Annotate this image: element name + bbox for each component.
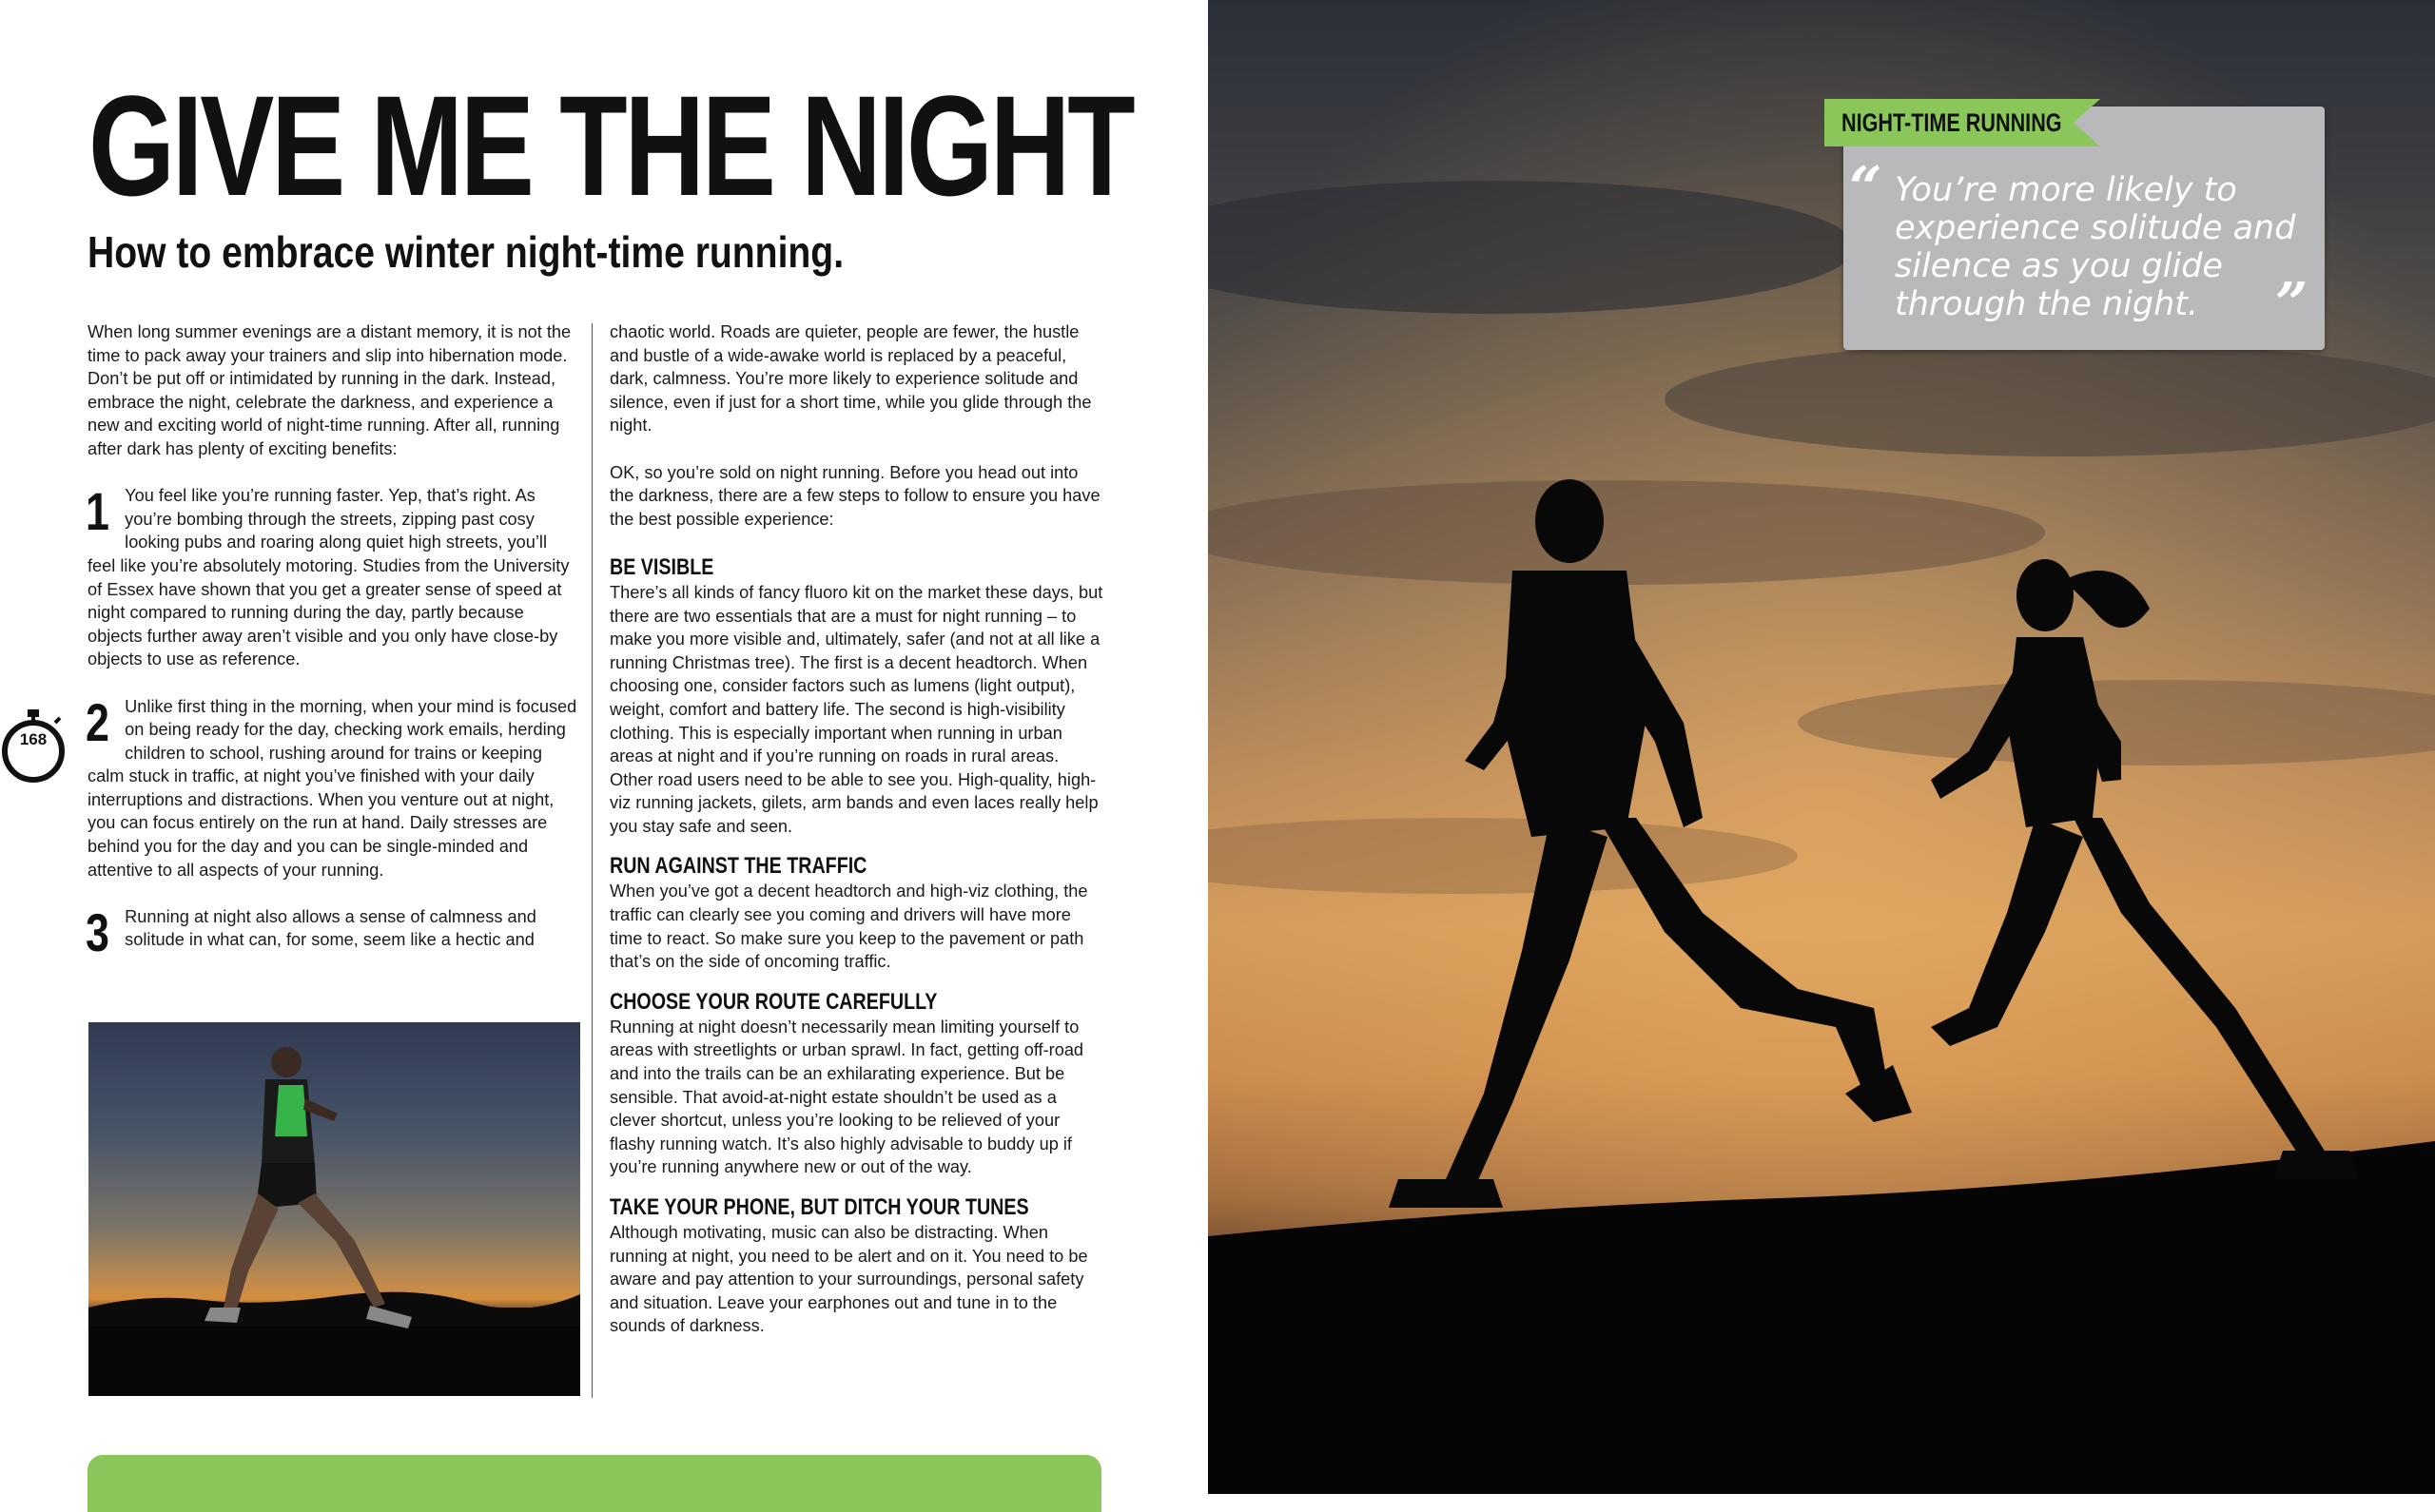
- left-page: [0, 0, 1208, 1494]
- benefit-item-3: [86, 901, 578, 962]
- benefit-number: 1: [86, 481, 109, 542]
- article-subtitle: How to embrace winter night-time running.: [88, 227, 845, 277]
- section-heading: CHOOSE YOUR ROUTE CAREFULLY: [610, 988, 938, 1015]
- benefit-text: Running at night also allows a sense of calmness and solitude in what can, for some, seem like a hectic and: [125, 906, 536, 950]
- section-heading: TAKE YOUR PHONE, BUT DITCH YOUR TUNES: [610, 1194, 1029, 1220]
- runner-photo: [88, 1022, 580, 1396]
- section-body: Although motivating, music can also be distracting. When running at night, you need to be alert and on it. You need to be aware and pay attention to your surroundings, personal safety and situation. Leave your earphones out and tune in to the sounds of darkness.: [610, 1223, 1088, 1336]
- section-be-visible: [610, 554, 1104, 839]
- column-2: [610, 320, 1104, 1338]
- benefit-number: 3: [86, 901, 109, 962]
- intro-paragraph: When long summer evenings are a distant memory, it is not the time to pack away your trainers and slip into hibernation mode. Don’t be put off or intimidated by running in the dark. Instead, embrace the night, celebrate the darkness, and experience a new and exciting world of night-time running. After all, running after dark has plenty of exciting benefits:: [88, 322, 572, 458]
- pullquote-tag-label: NIGHT-TIME RUNNING: [1841, 108, 2062, 137]
- footer-green-panel: [88, 1455, 1101, 1512]
- quote-close-mark: ”: [2275, 271, 2308, 338]
- column-divider: [592, 323, 593, 1398]
- runner-silhouette-image: [88, 1022, 580, 1396]
- continued-paragraph: chaotic world. Roads are quieter, people are fewer, the hustle and bustle of a wide-awake world is replaced by a peaceful, dark, calmness. You’re more likely to experience solitude and silence, even if just for a short time, while you glide through the night.: [610, 322, 1092, 436]
- benefit-text: You feel like you’re running faster. Yep, that’s right. As you’re bombing through the streets, zipping past cosy looking pubs and roaring along quiet high streets, you’ll feel like you’re absolutely motoring. Studies from the University of Essex have shown that you get a greater sense of speed at night compared to running during the day, partly because objects further away aren’t visible and you only have close-by objects to use as reference.: [88, 486, 570, 669]
- section-body: There’s all kinds of fancy fluoro kit on the market these days, but there are two essentials that are a must for night running – to make you more visible and, ultimately, safer (and not at all like a running Christmas tree). The first is a decent headtorch. When choosing one, consider factors such as lumens (light output), weight, comfort and battery life. The second is high-visibility clothing. This is especially important when running in urban areas at night and if you’re running on roads in rural areas. Other road users need to be able to see you. High-quality, high-viz running jackets, gilets, arm bands and even laces really help you stay safe and seen.: [610, 582, 1103, 836]
- steps-intro: OK, so you’re sold on night running. Before you head out into the darkness, there are a few steps to follow to ensure you have the best possible experience:: [610, 462, 1101, 529]
- pullquote-text: You’re more likely to experience solitude and silence as you glide through the night.: [1895, 171, 2296, 323]
- section-heading: RUN AGAINST THE TRAFFIC: [610, 853, 867, 880]
- benefit-text: Unlike first thing in the morning, when your mind is focused on being ready for the day, checking work emails, herding children to school, rushing around for trains or keeping calm stuck in traffic, at night you’ve finished with your daily interruptions and distractions. When you venture out at night, you can focus entirely on the run at hand. Daily stresses are behind you for the day and you can be single-minded and attentive to all aspects of your running.: [88, 696, 577, 880]
- benefit-number: 2: [86, 691, 109, 752]
- article-title: GIVE ME THE NIGHT: [88, 66, 1133, 225]
- section-phone-tunes: [610, 1194, 1104, 1338]
- section-body: When you’ve got a decent headtorch and high-viz clothing, the traffic can clearly see you coming and drivers will have more time to react. So make sure you keep to the pavement or path that’s on the side of oncoming traffic.: [610, 882, 1088, 972]
- page-number: 168: [19, 730, 48, 748]
- section-run-against-traffic: [610, 853, 1104, 973]
- section-body: Running at night doesn’t necessarily mean limiting yourself to areas with streetlights or urban sprawl. In fact, getting off-road and into the trails can be an exhilarating experience. But be sensible. That avoid-at-night estate shouldn’t be used as a clever shortcut, unless you’re looking to be relieved of your flashy running watch. It’s also highly advisable to buddy up if you’re running anywhere new or out of the way.: [610, 1017, 1084, 1177]
- benefit-item-2: [86, 691, 578, 882]
- section-choose-route: [610, 989, 1104, 1179]
- column-1: [88, 320, 578, 976]
- section-heading: BE VISIBLE: [610, 553, 714, 580]
- benefit-item-1: [86, 481, 578, 671]
- quote-open-mark: “: [1849, 155, 1882, 222]
